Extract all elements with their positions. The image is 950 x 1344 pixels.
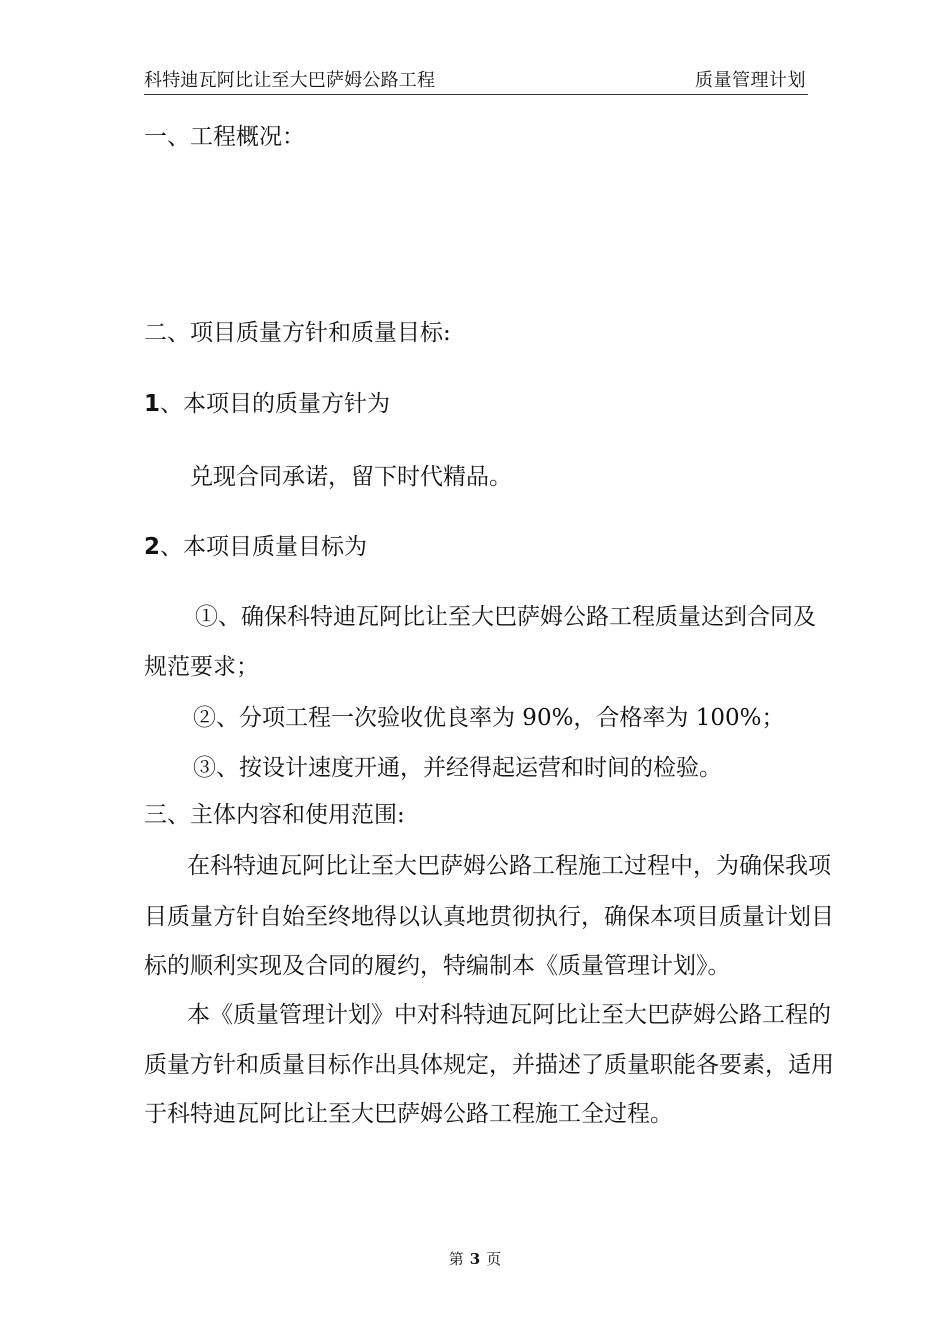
header-project-name: 科特迪瓦阿比让至大巴萨姆公路工程 xyxy=(144,70,436,91)
page-number-suffix: 页 xyxy=(486,1250,502,1268)
subsection-title: 、本项目的质量方针为 xyxy=(160,391,391,417)
quality-policy-text: 兑现合同承诺，留下时代精品。 xyxy=(190,464,512,490)
scope-paragraph-2-line-2: 质量方针和质量目标作出具体规定，并描述了质量职能各要素，适用 xyxy=(144,1052,834,1078)
section-3-heading: 三、主体内容和使用范围: xyxy=(144,802,405,828)
scope-paragraph-1-line-2: 目质量方针自始至终地得以认真地贯彻执行，确保本项目质量计划目 xyxy=(144,904,834,930)
page-header xyxy=(144,62,808,95)
page-footer xyxy=(0,1248,950,1269)
quality-goal-2: ②、分项工程一次验收优良率为 90%，合格率为 100%； xyxy=(193,705,785,731)
section-1-heading: 一、工程概况： xyxy=(144,124,305,150)
subsection-2-2-heading xyxy=(144,532,367,562)
scope-paragraph-1-line-3: 标的顺利实现及合同的履约，特编制本《质量管理计划》。 xyxy=(144,953,731,979)
header-document-title: 质量管理计划 xyxy=(695,70,806,91)
quality-goal-3: ③、按设计速度开通，并经得起运营和时间的检验。 xyxy=(193,755,722,781)
subsection-number: 2 xyxy=(144,534,161,560)
scope-paragraph-2-line-3: 于科特迪瓦阿比让至大巴萨姆公路工程施工全过程。 xyxy=(144,1101,673,1127)
quality-goal-1: ①、确保科特迪瓦阿比让至大巴萨姆公路工程质量达到合同及 xyxy=(195,604,816,630)
scope-paragraph-2-line-1: 本《质量管理计划》中对科特迪瓦阿比让至大巴萨姆公路工程的 xyxy=(187,1002,831,1028)
page-number: 3 xyxy=(469,1250,481,1268)
quality-goal-1-continued: 规范要求； xyxy=(144,654,259,680)
section-2-heading: 二、项目质量方针和质量目标: xyxy=(144,320,451,346)
scope-paragraph-1-line-1: 在科特迪瓦阿比让至大巴萨姆公路工程施工过程中，为确保我项 xyxy=(187,853,831,879)
subsection-2-1-heading xyxy=(144,389,390,419)
subsection-title: 、本项目质量目标为 xyxy=(160,534,368,560)
page-number-prefix: 第 xyxy=(448,1250,464,1268)
subsection-number: 1 xyxy=(144,391,161,417)
